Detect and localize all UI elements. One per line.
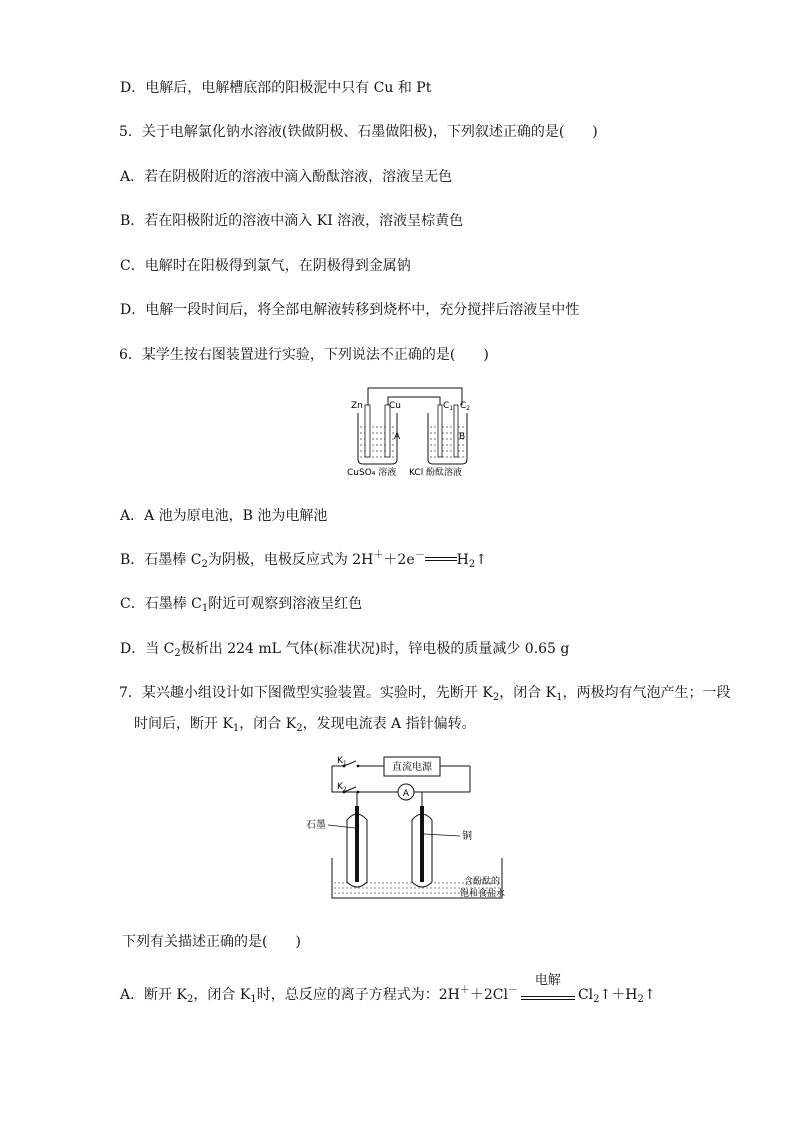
fig-label-copper: 铜 xyxy=(462,831,472,842)
q6-option-a: A．A 池为原电池，B 池为电解池 xyxy=(120,508,328,524)
fig-label-graphite: 石墨 xyxy=(306,820,326,831)
fig-label-k1: $K_1$ xyxy=(337,756,347,767)
fig-label-left-solution: CuSO₄ 溶液 xyxy=(347,468,397,478)
fig-label-zn: Zn xyxy=(351,401,363,411)
fig-label-ammeter: A xyxy=(402,789,410,799)
q5-option-b: B．若在阳极附近的溶液中滴入 KI 溶液，溶液呈棕黄色 xyxy=(120,213,464,229)
q6-option-b: B．石墨棒 $C_2$为阴极，电极反应式为 2H＋＋2e－ $H_2↑$ xyxy=(120,550,487,570)
fig-label-right-solution: KCl 酚酞溶液 xyxy=(409,468,463,478)
q6-stem: 6．某学生按右图装置进行实验，下列说法不正确的是( ) xyxy=(119,347,489,363)
q6-option-d: D．当 $C_2$极析出 224 mL 气体(标准状况)时，锌电极的质量减少 0.65 g xyxy=(120,641,570,659)
q5-stem: 5．关于电解氯化钠水溶液(铁做阴极、石墨做阳极)，下列叙述正确的是( ) xyxy=(119,124,598,140)
q6-apparatus-figure xyxy=(344,385,479,480)
q5-option-a: A．若在阴极附近的溶液中滴入酚酞溶液，溶液呈无色 xyxy=(120,169,453,185)
fig-label-c2: $C_2$ xyxy=(460,401,471,412)
fig-label-cu: Cu xyxy=(389,401,401,411)
q7-stem-line2: 时间后，断开 $K_1$，闭合 $K_2$，发现电流表 A 指针偏转。 xyxy=(134,716,476,734)
fig-label-power-supply: 直流电源 xyxy=(392,762,432,773)
q7-apparatus-figure xyxy=(302,750,522,908)
q5-option-d: D．电解一段时间后，将全部电解液转移到烧杯中，充分搅拌后溶液呈中性 xyxy=(120,302,580,318)
fig-label-k2: $K_2$ xyxy=(337,782,347,793)
q7-stem-line1: 7．某兴趣小组设计如下图微型实验装置。实验时，先断开 $K_2$，闭合 $K_1$，两极均有气泡产生；一段 xyxy=(119,685,731,703)
fig-label-solution-line1: 含酚酞的 xyxy=(464,877,501,887)
equals-sign xyxy=(425,555,457,565)
q5-option-c: C．电解时在阳极得到氯气，在阴极得到金属钠 xyxy=(120,258,411,274)
electrolysis-condition: 电解 xyxy=(521,985,575,1005)
q7-sub-stem: 下列有关描述正确的是( ) xyxy=(122,934,301,950)
fig-label-a: A xyxy=(394,432,401,442)
q4-option-d: D．电解后，电解槽底部的阳极泥中只有 Cu 和 Pt xyxy=(120,80,432,96)
fig-label-solution-line2: 饱和食盐水 xyxy=(460,889,506,899)
q7-option-a: A．断开 $K_2$，闭合 $K_1$时，总反应的离子方程式为：2H＋＋2Cl－ 电解 $Cl_2↑+H_2↑$ xyxy=(120,973,656,1005)
fig-label-c1: $C_1$ xyxy=(443,401,454,412)
fig-label-b: B xyxy=(459,432,466,442)
q6-option-c: C．石墨棒 $C_1$附近可观察到溶液呈红色 xyxy=(120,596,363,614)
